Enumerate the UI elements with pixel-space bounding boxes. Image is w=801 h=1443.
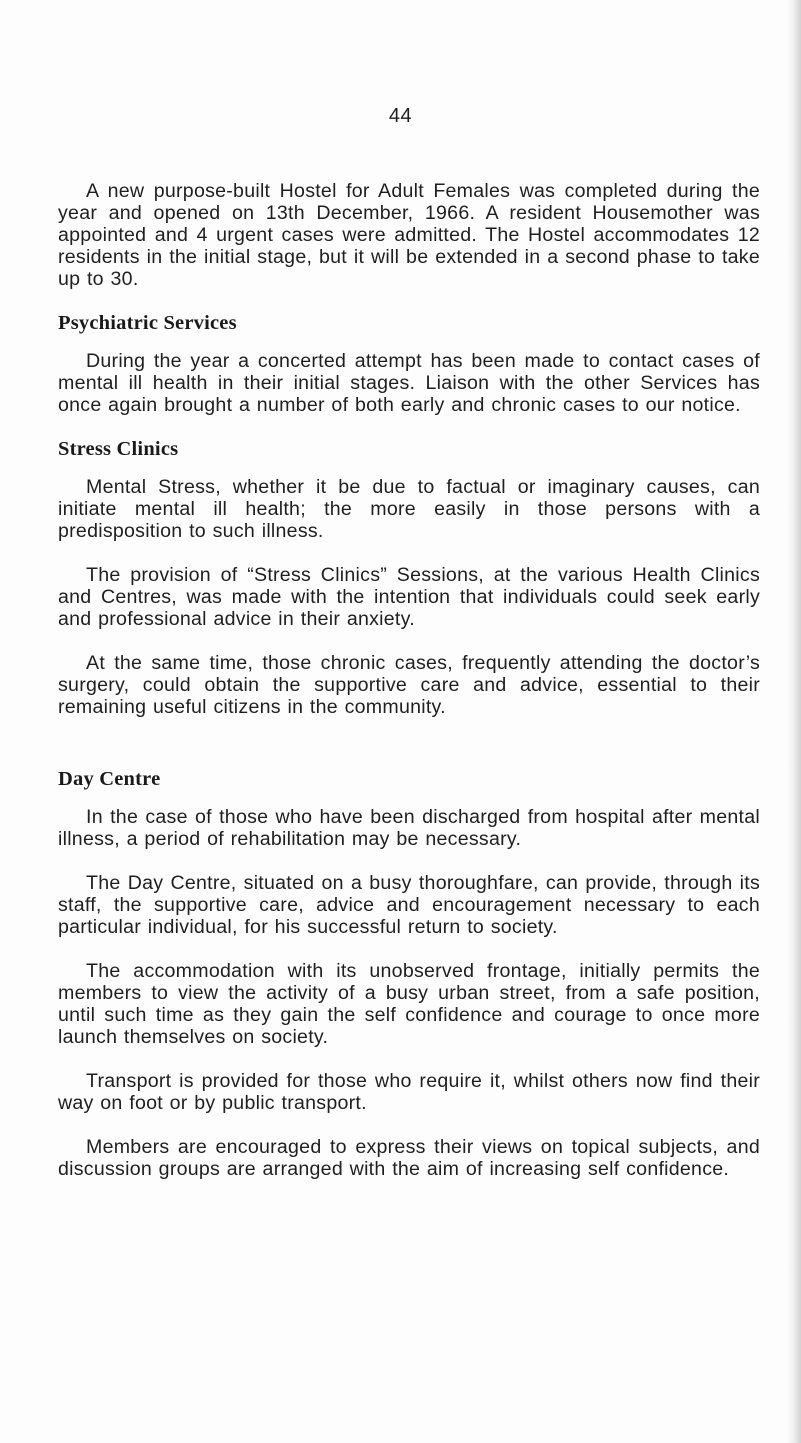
psychiatric-paragraph-1: During the year a concerted attempt has been made to contact cases of mental ill health in their initial stages. Liaison with the other Services has once again brought a number of both early and chronic cases to our notice.: [58, 350, 760, 416]
day-centre-paragraph-5: Members are encouraged to express their views on topical subjects, and discussion groups are arranged with the aim of increasing self confidence.: [58, 1136, 760, 1180]
day-centre-paragraph-1: In the case of those who have been discharged from hospital after mental illness, a period of rehabilitation may be necessary.: [58, 806, 760, 850]
page-body: [58, 180, 760, 1202]
day-centre-paragraph-3: The accommodation with its unobserved frontage, initially permits the members to view the activity of a busy urban street, from a safe position, until such time as they gain the self confidence and courage to once more launch themselves on society.: [58, 960, 760, 1048]
stress-paragraph-1: Mental Stress, whether it be due to factual or imaginary causes, can initiate mental ill health; the more easily in those persons with a predisposition to such illness.: [58, 476, 760, 542]
intro-paragraph: A new purpose-built Hostel for Adult Females was completed during the year and opened on 13th December, 1966. A resident Housemother was appointed and 4 urgent cases were admitted. The Hostel accommodates 12 residents in the initial stage, but it will be extended in a second phase to take up to 30.: [58, 180, 760, 290]
section-heading-stress-clinics: Stress Clinics: [58, 438, 179, 460]
section-heading-psychiatric-services: Psychiatric Services: [58, 312, 237, 334]
day-centre-paragraph-4: Transport is provided for those who require it, whilst others now find their way on foot or by public transport.: [58, 1070, 760, 1114]
stress-paragraph-2: The provision of “Stress Clinics” Sessions, at the various Health Clinics and Centres, was made with the intention that individuals could seek early and professional advice in their anxiety.: [58, 564, 760, 630]
stress-paragraph-3: At the same time, those chronic cases, frequently attending the doctor’s surgery, could obtain the supportive care and advice, essential to their remaining useful citizens in the community.: [58, 652, 760, 718]
section-heading-day-centre: Day Centre: [58, 768, 161, 790]
section-spacer: [58, 740, 760, 750]
day-centre-paragraph-2: The Day Centre, situated on a busy thoroughfare, can provide, through its staff, the supportive care, advice and encouragement necessary to each particular individual, for his successful return to society.: [58, 872, 760, 938]
page-edge-shadow: [787, 0, 801, 1443]
page-number: 44: [388, 105, 413, 127]
